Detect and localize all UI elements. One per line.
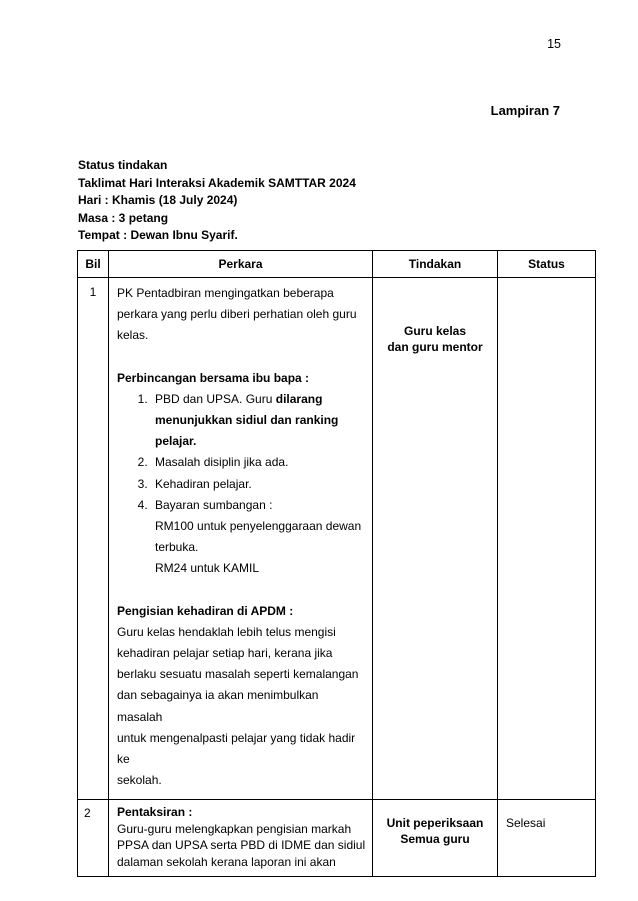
apdm-line: sekolah.: [117, 773, 162, 788]
apdm-line: berlaku sesuatu masalah seperti kemalangan: [117, 667, 359, 682]
header-taklimat: Taklimat Hari Interaksi Akademik SAMTTAR 2024: [78, 175, 356, 190]
item4-sub-line: RM100 untuk penyelenggaraan dewan: [155, 519, 362, 534]
pentaksiran-line: PPSA dan UPSA serta PBD di IDME dan sidiul: [117, 838, 366, 853]
apdm-line: untuk mengenalpasti pelajar yang tidak hadir ke: [117, 730, 356, 767]
row1-perkara: [109, 278, 373, 800]
row2-perkara: [109, 800, 373, 877]
discussion-list: [117, 389, 366, 516]
header-tindakan: Tindakan: [373, 251, 498, 278]
tindakan-line: Semua guru: [400, 831, 470, 846]
section-title-apdm: Pengisian kehadiran di APDM :: [117, 603, 294, 618]
tindakan-line: Unit peperiksaan: [386, 816, 484, 831]
pentaksiran-line: Guru-guru melengkapkan pengisian markah: [117, 821, 352, 836]
section-title-pentaksiran: Pentaksiran :: [117, 805, 193, 820]
intro-line: kelas.: [117, 328, 149, 343]
item1-bold-line: menunjukkan sidiul dan ranking: [155, 413, 339, 428]
header-status: Status: [498, 251, 596, 278]
header-perkara: Perkara: [109, 251, 373, 278]
row2-status: Selesai: [498, 800, 596, 877]
pentaksiran-line: dalaman sekolah kerana laporan ini akan: [117, 854, 336, 869]
table-row: [78, 278, 596, 800]
lampiran-label: Lampiran 7: [490, 103, 560, 118]
page-number: 15: [547, 37, 561, 51]
tindakan-line: Guru kelas: [403, 324, 467, 338]
header-hari: Hari : Khamis (18 July 2024): [78, 193, 238, 208]
header-tempat: Tempat : Dewan Ibnu Syarif.: [78, 228, 238, 243]
header-bil: Bil: [78, 251, 109, 278]
item1-normal: PBD dan UPSA. Guru: [155, 391, 276, 406]
table-row: [78, 800, 596, 877]
list-item: 4. Bayaran sumbangan :: [151, 495, 366, 516]
list-item: 3. Kehadiran pelajar.: [151, 474, 366, 495]
row1-tindakan: [373, 278, 498, 800]
intro-line: perkara yang perlu diberi perhatian oleh guru: [117, 307, 357, 322]
section-title-perbincangan: Perbincangan bersama ibu bapa :: [117, 370, 310, 385]
row1-bil: 1: [78, 278, 109, 800]
header-status: Status tindakan: [78, 158, 168, 172]
item4-sub-line: RM24 untuk KAMIL: [155, 561, 260, 576]
row1-status: [498, 278, 596, 800]
status-table: [77, 250, 596, 877]
apdm-line: dan sebagainya ia akan menimbulkan masalah: [117, 688, 319, 724]
list-item: [151, 389, 366, 453]
row2-tindakan: [373, 800, 498, 877]
table-header-row: [78, 251, 596, 278]
intro-line: PK Pentadbiran mengingatkan beberapa: [117, 286, 334, 300]
item1-bold-line: pelajar.: [155, 434, 197, 449]
tindakan-line: dan guru mentor: [387, 339, 483, 354]
document-header: [78, 157, 356, 245]
row2-bil: 2: [78, 800, 109, 877]
item4-sub-line: terbuka.: [155, 540, 199, 555]
apdm-line: kehadiran pelajar setiap hari, kerana jika: [117, 646, 333, 661]
list-item: 2. Masalah disiplin jika ada.: [151, 452, 366, 473]
item1-bold: dilarang: [275, 391, 323, 406]
header-masa: Masa : 3 petang: [78, 210, 169, 225]
apdm-line: Guru kelas hendaklah lebih telus mengisi: [117, 624, 336, 639]
